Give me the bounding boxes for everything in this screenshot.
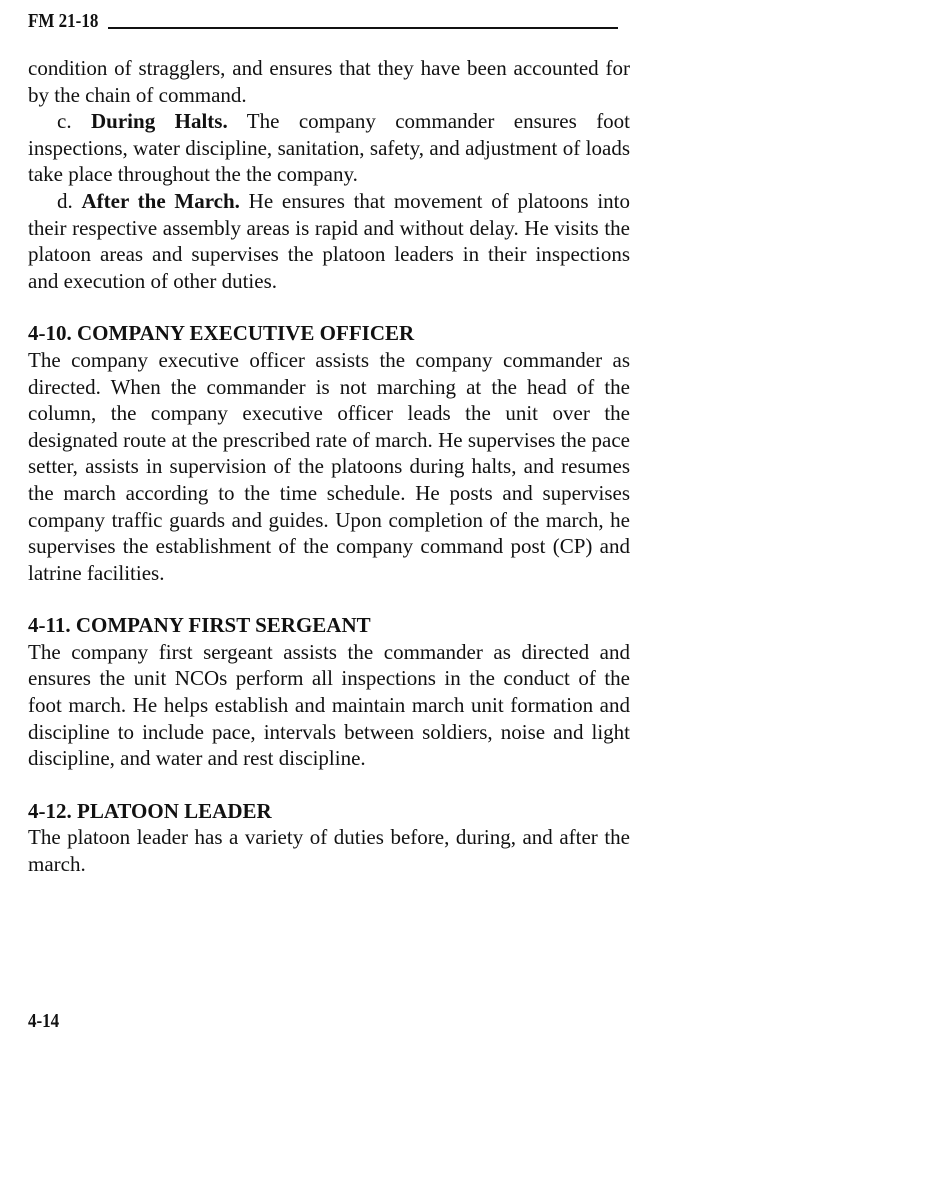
paragraph-c xyxy=(28,108,630,188)
paragraph-c-title: During Halts. xyxy=(91,109,228,134)
page-content xyxy=(28,55,630,878)
section-4-12 xyxy=(28,798,630,878)
page-number: 4-14 xyxy=(28,1010,60,1032)
header-rule xyxy=(108,27,618,29)
continuation-paragraph: condition of stragglers, and ensures that they have been accounted for by the chain of command. xyxy=(28,56,630,107)
section-heading: 4-12. PLATOON LEADER xyxy=(28,798,272,823)
section-heading: 4-10. COMPANY EXECUTIVE OFFICER xyxy=(28,321,415,346)
section-4-11 xyxy=(28,612,630,772)
paragraph-d-title: After the March. xyxy=(81,188,240,213)
paragraph-d xyxy=(28,188,630,294)
section-text: The platoon leader has a variety of duties before, during, and after the march. xyxy=(28,825,630,877)
paragraph-c-text: The company commander ensures foot inspections, water discipline, sanitation, safety, and adjustment of loads take place throughout the the company. xyxy=(28,109,631,187)
section-heading: 4-11. COMPANY FIRST SERGEANT xyxy=(28,613,371,638)
paragraph-d-text: He ensures that movement of platoons into their respective assembly areas is rapid and without delay. He visits the platoon areas and supervises the platoon leaders in their inspections and execution of other duties. xyxy=(28,188,631,293)
paragraph-d-label: d. xyxy=(57,188,73,213)
paragraph-c-label: c. xyxy=(57,109,72,134)
page-header xyxy=(28,10,618,33)
section-text: The company first sergeant assists the commander as directed and ensures the unit NCOs perform all inspections in the conduct of the foot march. He helps establish and maintain march unit formation and discipline to include pace, intervals between soldiers, noise and light discipline, and water and rest discipline. xyxy=(28,639,630,771)
section-4-10 xyxy=(28,320,630,586)
section-text: The company executive officer assists the company commander as directed. When the commander is not marching at the head of the column, the company executive officer leads the unit over the designated route at the prescribed rate of march. He supervises the pace setter, assists in supervision of the platoons during halts, and resumes the march according to the time schedule. He posts and supervises company traffic guards and guides. Upon completion of the march, he supervises the establishment of the company command post (CP) and latrine facilities. xyxy=(28,347,630,585)
manual-id: FM 21-18 xyxy=(28,10,99,32)
